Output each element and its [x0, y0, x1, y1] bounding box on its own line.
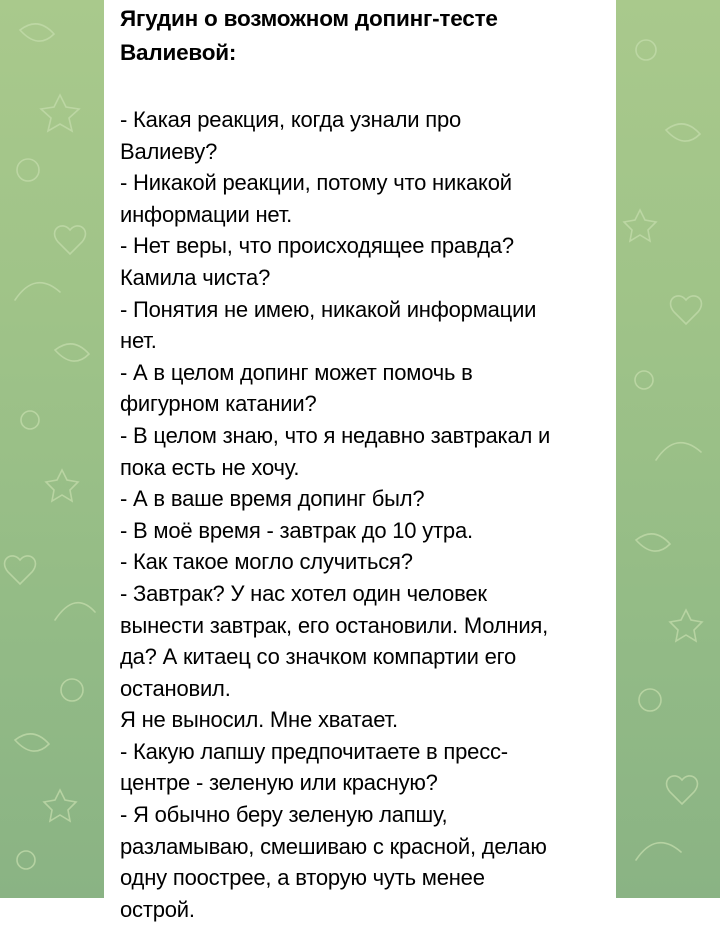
message-line: - Завтрак? У нас хотел один человек — [120, 580, 487, 606]
message-line: вынести завтрак, его остановили. Молния, — [120, 612, 549, 638]
message-line: Валиеву? — [120, 138, 218, 164]
message-line: центре - зеленую или красную? — [120, 770, 438, 796]
message-line: - А в ваше время допинг был? — [120, 486, 425, 512]
chat-wallpaper-right — [616, 0, 720, 898]
message-line: острой. — [120, 896, 195, 922]
message-line: - Никакой реакции, потому что никакой — [120, 170, 512, 196]
message-line: - Как такое могло случиться? — [120, 549, 413, 575]
wallpaper-pattern-icon — [0, 0, 104, 898]
message-line: нет. — [120, 328, 157, 354]
message-line: информации нет. — [120, 201, 293, 227]
message-line: - Понятия не имею, никакой информации — [120, 296, 537, 322]
message-line: - Какую лапшу предпочитаете в пресс- — [120, 738, 508, 764]
message-line: - Нет веры, что происходящее правда? — [120, 233, 514, 259]
message-line: да? А китаец со значком компартии его — [120, 644, 517, 670]
message-line: одну поострее, а вторую чуть менее — [120, 865, 485, 891]
message-line: остановил. — [120, 675, 231, 701]
message-line: фигурном катании? — [120, 391, 317, 417]
message-text — [120, 104, 602, 925]
message-line: - Какая реакция, когда узнали про — [120, 107, 462, 132]
message-line: пока есть не хочу. — [120, 454, 300, 480]
message-line: - А в целом допинг может помочь в — [120, 359, 473, 385]
message-line: - В моё время - завтрак до 10 утра. — [120, 517, 473, 543]
message-line: - Я обычно беру зеленую лапшу, — [120, 802, 448, 828]
message-line: Камила чиста? — [120, 264, 271, 290]
message-line: - В целом знаю, что я недавно завтракал и — [120, 422, 551, 448]
wallpaper-pattern-icon — [616, 0, 720, 898]
message-line: Ягудин о возможном допинг-тесте — [120, 6, 498, 31]
message-title — [120, 2, 602, 70]
message-line: разламываю, смешиваю с красной, делаю — [120, 833, 547, 859]
message-line: Я не выносил. Мне хватает. — [120, 707, 398, 733]
message-line: Валиевой: — [120, 40, 237, 65]
message-bubble[interactable] — [104, 0, 616, 922]
chat-wallpaper-left — [0, 0, 104, 898]
